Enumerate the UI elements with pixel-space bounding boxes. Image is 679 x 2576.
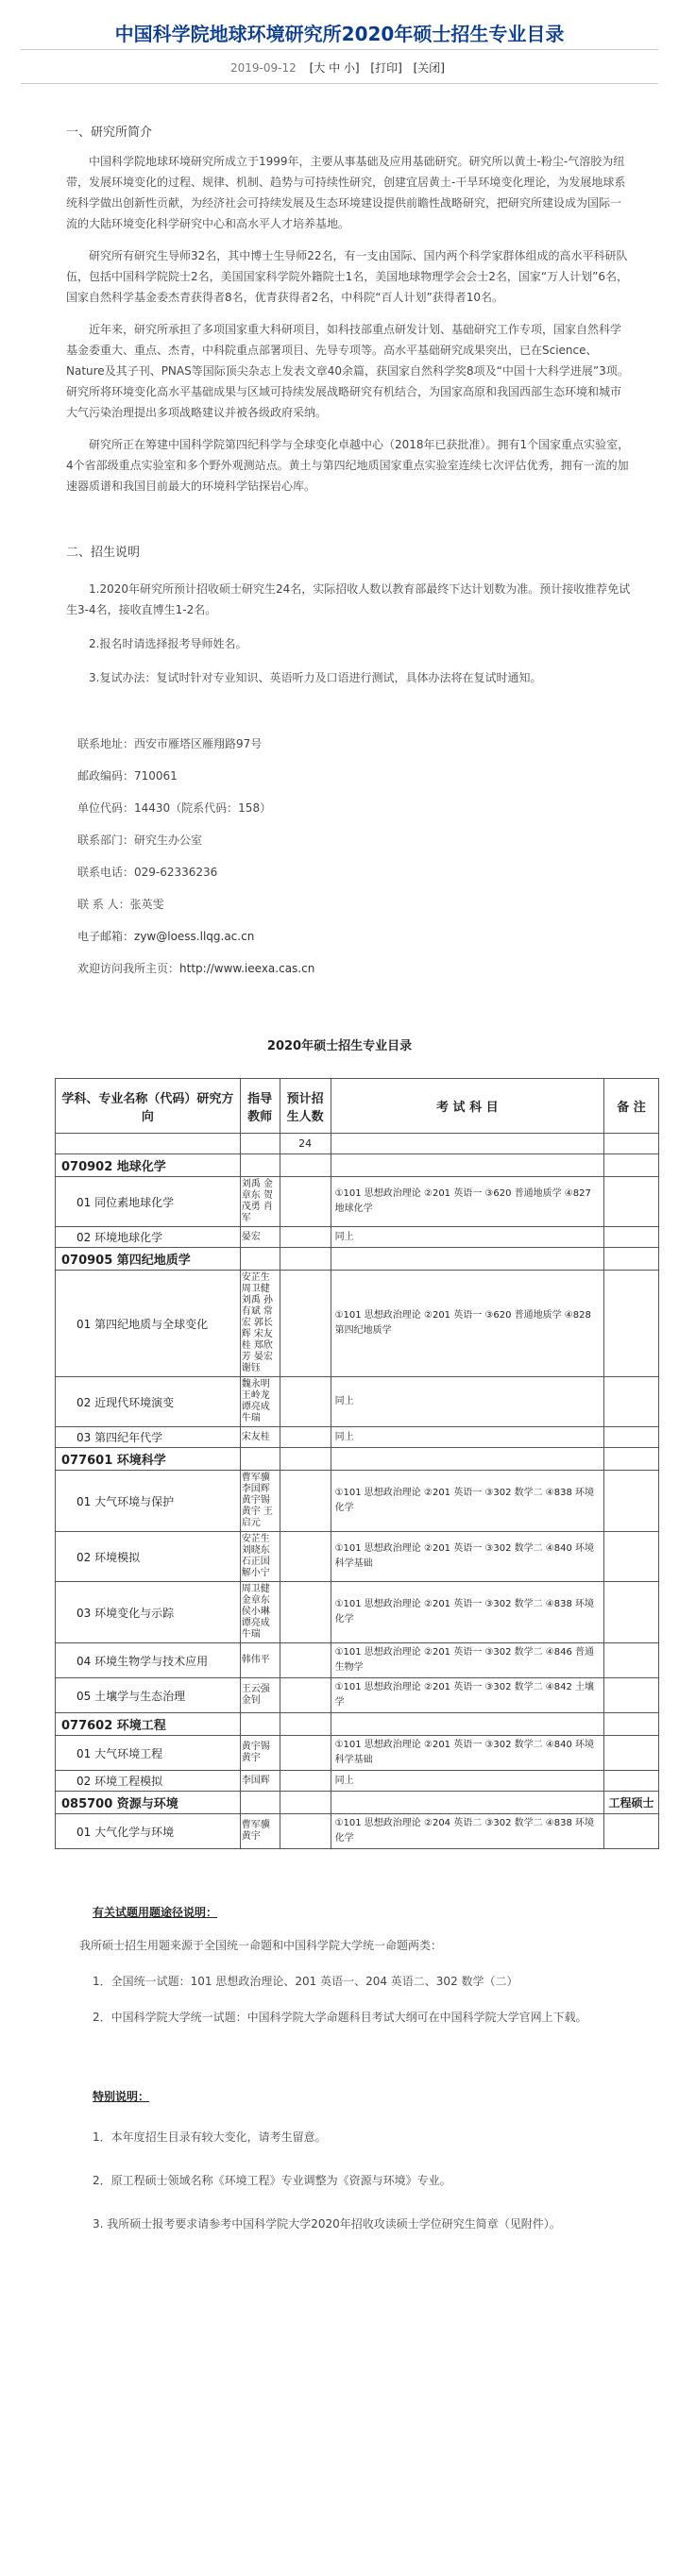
admission-paragraph-3: 3.复试办法：复试时针对专业知识、英语听力及口语进行测试，具体办法将在复试时通知。 (89, 671, 542, 684)
major-row (56, 1792, 659, 1814)
contact-unit-code: 单位代码：14430（院系代码：158） (77, 801, 272, 815)
direction-plan (280, 1814, 331, 1849)
font-size-links[interactable]: [大 中 小] (309, 61, 360, 75)
contact-person: 联 系 人：张英雯 (77, 898, 164, 911)
direction-note (604, 1227, 659, 1248)
major-name: 070902 地球化学 (56, 1154, 241, 1177)
direction-subjects: ①101 思想政治理论 ②201 英语一 ③302 数学二 ④842 土壤学 (331, 1678, 603, 1713)
print-link[interactable]: [打印] (370, 61, 402, 75)
direction-name: 01 大气环境工程 (56, 1736, 241, 1771)
direction-tutors: 宋友桂 (240, 1427, 280, 1448)
special-note-1: 1．本年度招生目录有较大变化，请考生留意。 (93, 2130, 327, 2144)
direction-note (604, 1427, 659, 1448)
special-note-3: 3. 我所硕士报考要求请参考中国科学院大学2020年招收攻读硕士学位研究生简章（见附件）。 (93, 2217, 561, 2231)
direction-plan (280, 1582, 331, 1643)
exam-note-2: 2．中国科学院大学统一试题：中国科学院大学命题科目考试大纲可在中国科学院大学官网上下载。 (93, 2011, 587, 2024)
direction-note (604, 1377, 659, 1427)
direction-name: 04 环境生物学与技术应用 (56, 1643, 241, 1678)
direction-row (56, 1643, 659, 1678)
page-title: 中国科学院地球环境研究所2020年硕士招生专业目录 (114, 23, 565, 45)
admission-paragraph-2: 2.报名时请选择报考导师姓名。 (89, 637, 247, 650)
direction-note (604, 1471, 659, 1532)
direction-subjects: ①101 思想政治理论 ②201 英语一 ③302 数学二 ④846 普通生物学 (331, 1643, 603, 1678)
direction-plan (280, 1532, 331, 1582)
contact-address: 联系地址：西安市雁塔区雁翔路97号 (77, 737, 263, 750)
intro-heading: 一、研究所简介 (66, 126, 153, 140)
catalog-title: 2020年硕士招生专业目录 (266, 1039, 413, 1053)
direction-note (604, 1582, 659, 1643)
contact-site-label: 欢迎访问我所主页： (77, 962, 180, 975)
catalog-header-row (56, 1079, 659, 1134)
direction-subjects: ①101 思想政治理论 ②201 英语一 ③302 数学二 ④838 环境化学 (331, 1582, 603, 1643)
header-tutor: 指导教师 (240, 1079, 280, 1134)
direction-name: 02 近现代环境演变 (56, 1377, 241, 1427)
contact-email-row (77, 920, 658, 952)
direction-row (56, 1177, 659, 1227)
direction-name: 03 环境变化与示踪 (56, 1582, 241, 1643)
catalog-body (56, 1154, 659, 1849)
direction-subjects: 同上 (331, 1427, 603, 1448)
direction-name: 05 土壤学与生态治理 (56, 1678, 241, 1713)
direction-note (604, 1177, 659, 1227)
major-row (56, 1248, 659, 1271)
intro-paragraph-1: 中国科学院地球环境研究所成立于1999年，主要从事基础及应用基础研究。研究所以黄土-粉尘-气溶胶为纽带，发展环境变化的过程、规律、机制、趋势与可持续性研究，创建宜居黄土-干旱环境变化理论，为发展地球系统科学做出创新性贡献，为经济社会可持续发展及生态环境建设提供前瞻性战略研究，把研究所建设成为国际一流的大陆环境变化科学研究中心和高水平人才培养基地。 (66, 155, 626, 230)
direction-plan (280, 1271, 331, 1377)
admission-heading: 二、招生说明 (66, 546, 141, 560)
direction-subjects: ①101 思想政治理论 ②201 英语一 ③302 数学二 ④840 环境科学基础 (331, 1532, 603, 1582)
major-row (56, 1713, 659, 1736)
direction-note (604, 1814, 659, 1849)
header-plan: 预计招生人数 (280, 1079, 331, 1134)
direction-subjects: 同上 (331, 1227, 603, 1248)
direction-plan (280, 1678, 331, 1713)
direction-tutors: 晏宏 (240, 1227, 280, 1248)
major-note: 工程硕士 (604, 1792, 659, 1814)
exam-note-1: 1．全国统一试题：101 思想政治理论、201 英语一、204 英语二、302 数学（二） (93, 1975, 518, 1988)
major-note (604, 1448, 659, 1471)
direction-tutors: 曹军骥 黄宇 (240, 1814, 280, 1849)
special-notes-heading: 特别说明： (93, 2090, 150, 2103)
direction-plan (280, 1643, 331, 1678)
contact-site-link[interactable]: http://www.ieexa.cas.cn (179, 962, 315, 975)
direction-name: 01 第四纪地质与全球变化 (56, 1271, 241, 1377)
contact-phone: 联系电话：029-62336236 (77, 866, 218, 879)
admission-paragraph-1: 1.2020年研究所预计招收硕士研究生24名，实际招收人数以教育部最终下达计划数为准。预计接收推荐免试生3-4名，接收直博生1-2名。 (66, 582, 631, 616)
intro-paragraph-4: 研究所正在筹建中国科学院第四纪科学与全球变化卓越中心（2018年已获批准）。拥有1个国家重点实验室，4个省部级重点实验室和多个野外观测站点。黄土与第四纪地质国家重点实验室连续七次评估优秀，拥有一流的加速器质谱和我国目前最大的环境科学钻探岩心库。 (66, 438, 630, 493)
direction-name: 01 同位素地球化学 (56, 1177, 241, 1227)
direction-row (56, 1427, 659, 1448)
direction-plan (280, 1736, 331, 1771)
exam-notes-heading: 有关试题用题途径说明： (93, 1906, 218, 1919)
catalog-table (55, 1078, 659, 1849)
direction-row (56, 1678, 659, 1713)
header-subjects: 考 试 科 目 (331, 1079, 603, 1134)
direction-tutors: 王云强 金钊 (240, 1678, 280, 1713)
publish-date: 2019-09-12 (230, 61, 297, 75)
contact-postcode: 邮政编码：710061 (77, 769, 178, 783)
direction-tutors: 李国辉 (240, 1771, 280, 1792)
intro-paragraph-2: 研究所有研究生导师32名，其中博士生导师22名，有一支由国际、国内两个科学家群体组成的高水平科研队伍，包括中国科学院院士2名，美国国家科学院外籍院士1名，美国地球物理学会会士2名，国家“万人计划”6名，国家自然科学基金委杰青获得者8名，优青获得者2名，中科院“百人计划”获得者10名。 (66, 249, 628, 304)
direction-tutors: 韩伟平 (240, 1643, 280, 1678)
direction-subjects: ①101 思想政治理论 ②204 英语二 ③302 数学二 ④838 环境化学 (331, 1814, 603, 1849)
exam-notes-intro: 我所硕士招生用题来源于全国统一命题和中国科学院大学统一命题两类： (79, 1939, 443, 1952)
direction-plan (280, 1427, 331, 1448)
direction-name: 01 大气环境与保护 (56, 1471, 241, 1532)
direction-note (604, 1643, 659, 1678)
direction-subjects: ①101 思想政治理论 ②201 英语一 ③302 数学二 ④840 环境科学基础 (331, 1736, 603, 1771)
direction-subjects: 同上 (331, 1377, 603, 1427)
header-note: 备 注 (604, 1079, 659, 1134)
direction-row (56, 1227, 659, 1248)
contact-email-link[interactable]: zyw@loess.llqg.ac.cn (134, 930, 255, 943)
major-name: 070905 第四纪地质学 (56, 1248, 241, 1271)
major-note (604, 1713, 659, 1736)
direction-plan (280, 1471, 331, 1532)
contact-site-row (77, 952, 658, 985)
direction-subjects: 同上 (331, 1771, 603, 1792)
direction-tutors: 黄宇锡 黄宇 (240, 1736, 280, 1771)
direction-row (56, 1377, 659, 1427)
direction-tutors: 周卫健 金章东 侯小琳 谭亮成 牛瑞 (240, 1582, 280, 1643)
direction-row (56, 1532, 659, 1582)
contact-department: 联系部门：研究生办公室 (77, 833, 203, 847)
direction-note (604, 1532, 659, 1582)
major-name: 077602 环境工程 (56, 1713, 241, 1736)
major-name: 085700 资源与环境 (56, 1792, 241, 1814)
direction-row (56, 1271, 659, 1377)
direction-row (56, 1471, 659, 1532)
direction-tutors: 刘禹 金章东 贺茂勇 肖军 (240, 1177, 280, 1227)
major-row (56, 1448, 659, 1471)
direction-name: 03 第四纪年代学 (56, 1427, 241, 1448)
direction-tutors: 安芷生 周卫健 刘禹 孙有斌 常宏 郭长辉 宋友桂 郑欣芳 晏宏 谢钰 (240, 1271, 280, 1377)
direction-tutors: 魏永明 王岭龙 谭亮成 牛瑞 (240, 1377, 280, 1427)
direction-subjects: ①101 思想政治理论 ②201 英语一 ③620 普通地质学 ④828 第四纪地质学 (331, 1271, 603, 1377)
direction-note (604, 1771, 659, 1792)
major-note (604, 1154, 659, 1177)
direction-row (56, 1736, 659, 1771)
meta-bar (21, 50, 658, 83)
special-note-2: 2．原工程硕士领域名称《环境工程》专业调整为《资源与环境》专业。 (93, 2174, 451, 2187)
direction-plan (280, 1771, 331, 1792)
direction-name: 01 大气化学与环境 (56, 1814, 241, 1849)
direction-plan (280, 1227, 331, 1248)
major-name: 077601 环境科学 (56, 1448, 241, 1471)
intro-paragraph-3: 近年来，研究所承担了多项国家重大科研项目，如科技部重点研发计划、基础研究工作专项，国家自然科学基金委重大、重点、杰青，中科院重点部署项目、先导专项等。高水平基础研究成果突出，已在Science、Nature及其子刊、PNAS等国际顶尖杂志上发表文章40余篇，获国家自然科学奖8项及“中国十大科学进展”3项。研究所将环境变化高水平基础成果与区域可持续发展战略研究有机结合，为国家高原和我国西部生态环境和城市大气污染治理提出多项战略建议并被各级政府采纳。 (66, 323, 629, 419)
direction-row (56, 1814, 659, 1849)
major-row (56, 1154, 659, 1177)
major-note (604, 1248, 659, 1271)
direction-plan (280, 1177, 331, 1227)
catalog-total-row (56, 1134, 659, 1154)
direction-subjects: ①101 思想政治理论 ②201 英语一 ③302 数学二 ④838 环境化学 (331, 1471, 603, 1532)
direction-note (604, 1736, 659, 1771)
header-major: 学科、专业名称（代码）研究方向 (56, 1079, 241, 1134)
direction-row (56, 1582, 659, 1643)
direction-plan (280, 1377, 331, 1427)
direction-name: 02 环境工程模拟 (56, 1771, 241, 1792)
total-plan: 24 (280, 1134, 331, 1154)
direction-note (604, 1678, 659, 1713)
direction-name: 02 环境模拟 (56, 1532, 241, 1582)
close-link[interactable]: [关闭] (413, 61, 445, 75)
direction-note (604, 1271, 659, 1377)
contact-email-label: 电子邮箱： (77, 930, 135, 943)
direction-name: 02 环境地球化学 (56, 1227, 241, 1248)
direction-subjects: ①101 思想政治理论 ②201 英语一 ③620 普通地质学 ④827 地球化学 (331, 1177, 603, 1227)
direction-tutors: 安芷生 刘晓东 石正国 解小宁 (240, 1532, 280, 1582)
direction-tutors: 曹军骥 李国辉 黄宇锡 黄宇 王启元 (240, 1471, 280, 1532)
direction-row (56, 1771, 659, 1792)
contact-block (21, 688, 658, 985)
